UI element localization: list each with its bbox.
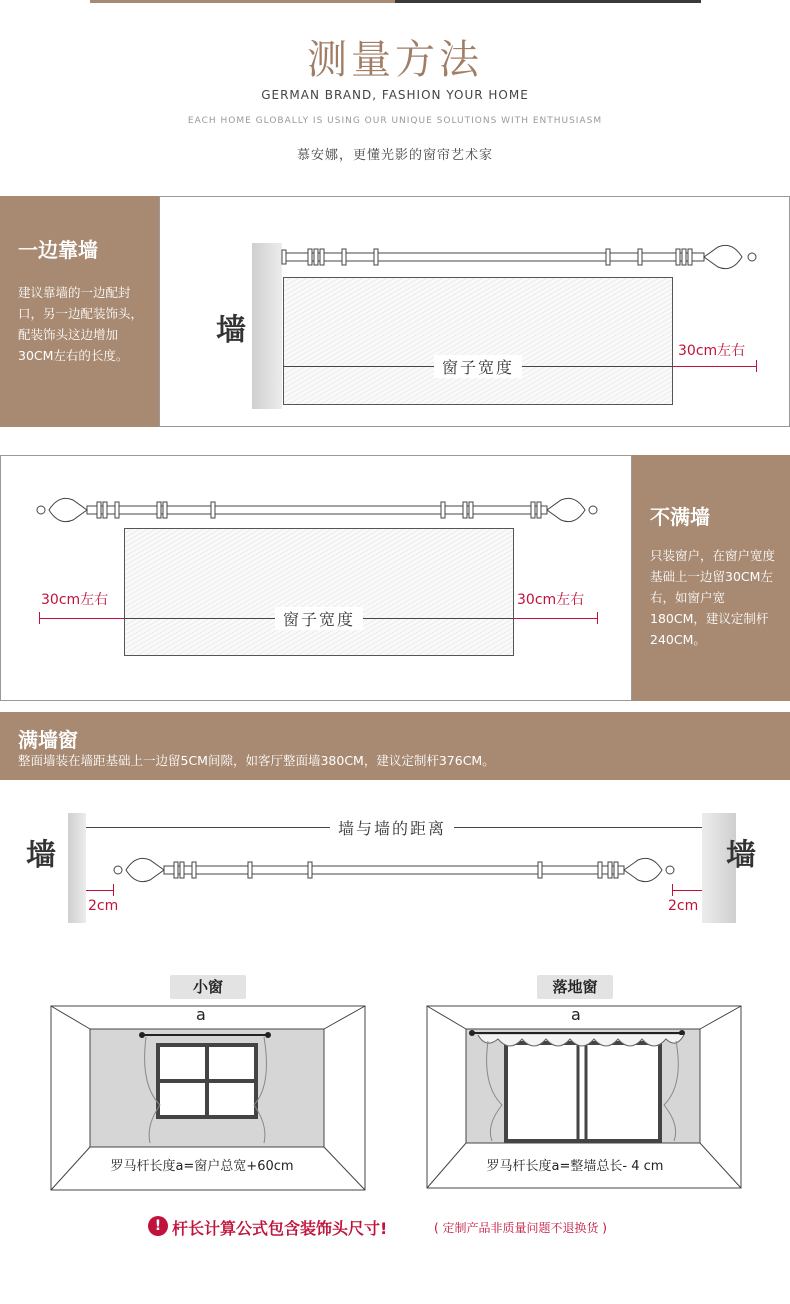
small-window-formula: 罗马杆长度a=窗户总宽+60cm bbox=[96, 1155, 308, 1174]
section3-rod bbox=[108, 852, 688, 892]
top-accent-bar-right bbox=[395, 0, 701, 3]
section2-offset-right-line bbox=[514, 618, 598, 619]
section3-gap-left-tick bbox=[113, 884, 114, 896]
section2-offset-right-tick bbox=[597, 612, 598, 624]
section2-sidebar bbox=[632, 455, 790, 701]
section3-gap-right-tick bbox=[672, 884, 673, 896]
section2-offset-left-tick bbox=[39, 612, 40, 624]
section1-wall-label: 墙 bbox=[216, 313, 246, 348]
section2-window-label: 窗子宽度 bbox=[275, 607, 363, 630]
floor-window-tag: 落地窗 bbox=[537, 975, 613, 999]
floor-window-formula: 罗马杆长度a=整墙总长- 4 cm bbox=[462, 1155, 688, 1174]
section3-description: 整面墙装在墙距基础上一边留5CM间隙，如客厅整面墙380CM，建议定制杆376CM。 bbox=[18, 753, 495, 768]
section1-diagram bbox=[159, 196, 790, 427]
section2-rod bbox=[31, 492, 611, 532]
section3-wall-left-label: 墙 bbox=[26, 838, 56, 873]
section1-offset-line bbox=[673, 366, 757, 367]
section1-window bbox=[283, 277, 673, 405]
section3-wall-right-label: 墙 bbox=[726, 838, 756, 873]
section2-diagram bbox=[0, 455, 632, 701]
top-accent-bar-left bbox=[90, 0, 395, 3]
brand-slogan: 慕安娜，更懂光影的窗帘艺术家 bbox=[296, 148, 493, 163]
notice-main: 杆长计算公式包含装饰头尺寸! bbox=[172, 1219, 388, 1238]
small-window-a-label: a bbox=[196, 1005, 206, 1024]
section1-offset-label: 30cm左右 bbox=[678, 343, 746, 359]
section3-gap-right-line bbox=[672, 890, 702, 891]
section3-distance-label: 墙与墙的距离 bbox=[330, 816, 454, 839]
section3-gap-left-label: 2cm bbox=[88, 898, 119, 914]
exclamation-icon: ! bbox=[148, 1216, 168, 1236]
section3-gap-right-label: 2cm bbox=[668, 898, 699, 914]
brand-tagline: GERMAN BRAND, FASHION YOUR HOME bbox=[261, 88, 529, 102]
section2-heading: 不满墙 bbox=[650, 505, 710, 529]
page-title: 测量方法 bbox=[307, 37, 483, 83]
section2-offset-right-label: 30cm左右 bbox=[517, 592, 585, 608]
notice-note: ( 定制产品非质量问题不退换货 ) bbox=[434, 1221, 607, 1235]
section1-rod bbox=[270, 239, 770, 279]
brand-tagline-small: EACH HOME GLOBALLY IS USING OUR UNIQUE SOLUTIONS WITH ENTHUSIASM bbox=[187, 116, 603, 126]
section1-window-label: 窗子宽度 bbox=[434, 355, 522, 378]
floor-window-a-label: a bbox=[571, 1005, 581, 1024]
section3-banner bbox=[0, 712, 790, 780]
section1-sidebar bbox=[0, 196, 160, 427]
section2-offset-left-line bbox=[39, 618, 124, 619]
section2-window bbox=[124, 528, 514, 656]
section1-description: 建议靠墙的一边配封口，另一边配装饰头，配装饰头这边增加30CM左右的长度。 bbox=[18, 285, 144, 363]
section2-description: 只装窗户，在窗户宽度基础上一边留30CM左右，如窗户宽180CM，建议定制杆240CM。 bbox=[650, 548, 776, 647]
section2-offset-left-label: 30cm左右 bbox=[41, 592, 109, 608]
section3-heading: 满墙窗 bbox=[18, 728, 78, 752]
section1-offset-tick bbox=[756, 360, 757, 372]
section1-heading: 一边靠墙 bbox=[18, 238, 98, 262]
section3-wall-left bbox=[68, 813, 86, 923]
section3-gap-left-line bbox=[86, 890, 114, 891]
small-window-tag: 小窗 bbox=[170, 975, 246, 999]
